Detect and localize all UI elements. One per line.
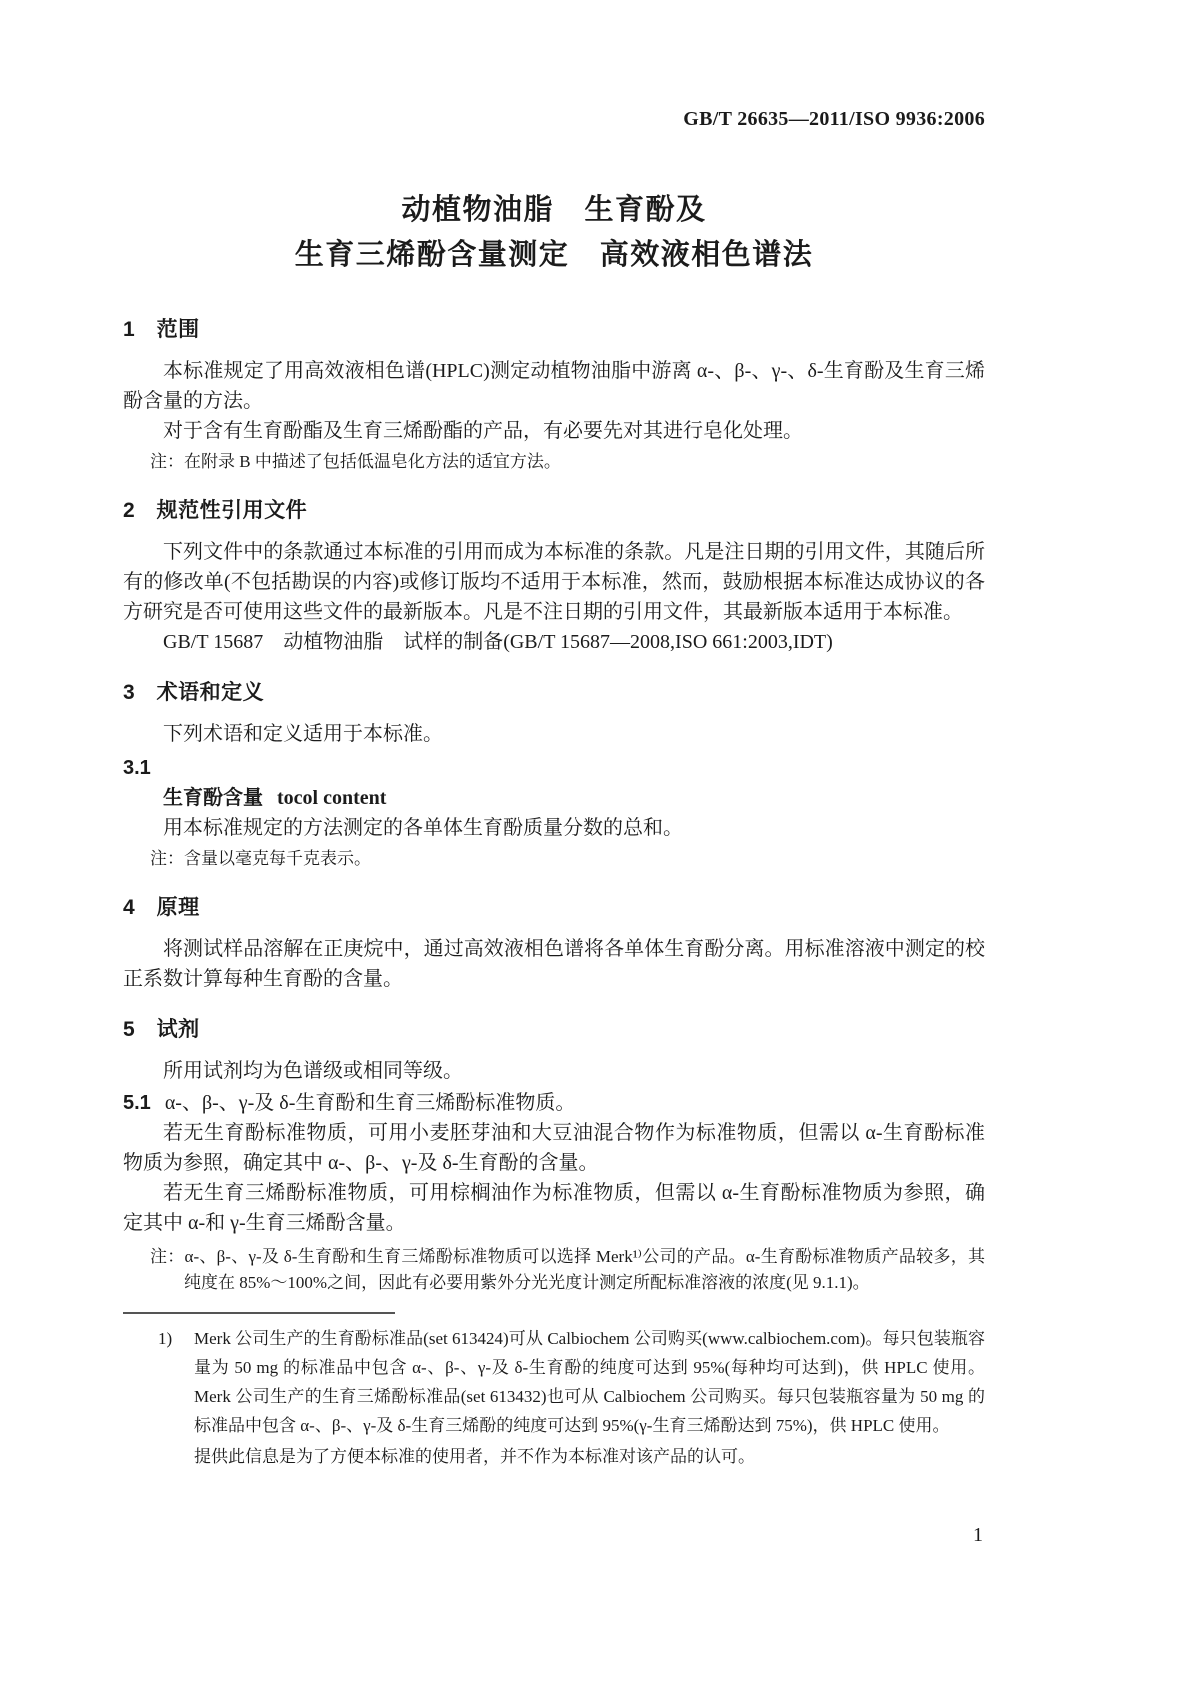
section-terms-definitions — [123, 679, 985, 872]
note-text: 注：在附录 B 中描述了包括低温皂化方法的适宜方法。 — [150, 452, 561, 471]
term-entry — [123, 783, 985, 813]
footnote-divider — [123, 1312, 395, 1314]
paragraph: 对于含有生育酚酯及生育三烯酚酯的产品，有必要先对其进行皂化处理。 — [163, 420, 803, 442]
document-title — [123, 188, 985, 278]
paragraph: 将测试样品溶解在正庚烷中，通过高效液相色谱将各单体生育酚分离。用标准溶液中测定的校正系数计算每种生育酚的含量。 — [123, 938, 985, 990]
footnote-text: Merk 公司生产的生育酚标准品(set 613424)可从 Calbiochem 公司购买(www.calbiochem.com)。每只包装瓶容量为 50 mg 的标准品中包含 α-、β-、γ-及 δ-生育酚的纯度可达到 95%(每种均可达到)，供 HPLC 使用。Merk 公司生产的生育三烯酚标准品(set 613432)也可从 Calbiochem 公司购买。每只包装瓶容量为 50 mg 的标准品中包含 α-、β-、γ-及 δ-生育三烯酚的纯度可达到 95%(γ-生育三烯酚达到 75%)，供 HPLC 使用。 — [194, 1329, 985, 1435]
footnote — [158, 1324, 985, 1471]
section-3-heading: 3 术语和定义 — [123, 681, 265, 704]
footnote-disclaimer: 提供此信息是为了方便本标准的使用者，并不作为本标准对该产品的认可。 — [194, 1447, 755, 1466]
footnote-marker: 1) — [158, 1329, 173, 1348]
clause-text: α-、β-、γ-及 δ-生育酚和生育三烯酚标准物质。 — [164, 1092, 576, 1114]
paragraph: 若无生育三烯酚标准物质，可用棕榈油作为标准物质，但需以 α-生育酚标准物质为参照，确定其中 α-和 γ-生育三烯酚含量。 — [123, 1182, 985, 1234]
section-scope — [123, 316, 985, 475]
section-normative-references — [123, 497, 985, 657]
section-principle — [123, 894, 985, 994]
clause-number: 5.1 — [123, 1092, 151, 1114]
paragraph: 所用试剂均为色谱级或相同等级。 — [163, 1060, 463, 1082]
term-english: tocol content — [277, 787, 387, 809]
reference-entry: GB/T 15687 动植物油脂 试样的制备(GB/T 15687—2008,ISO 661:2003,IDT) — [163, 631, 833, 653]
footnote-item — [158, 1324, 985, 1440]
section-5-heading: 5 试剂 — [123, 1018, 200, 1041]
paragraph: 下列文件中的条款通过本标准的引用而成为本标准的条款。凡是注日期的引用文件，其随后所有的修改单(不包括勘误的内容)或修订版均不适用于本标准，然而，鼓励根据本标准达成协议的各方研究是否可使用这些文件的最新版本。凡是不注日期的引用文件，其最新版本适用于本标准。 — [123, 541, 985, 623]
title-line-2: 生育三烯酚含量测定 高效液相色谱法 — [294, 239, 814, 271]
paragraph: 若无生育酚标准物质，可用小麦胚芽油和大豆油混合物作为标准物质，但需以 α-生育酚标准物质为参照，确定其中 α-、β-、γ-及 δ-生育酚的含量。 — [123, 1122, 985, 1174]
section-4-heading: 4 原理 — [123, 896, 200, 919]
clause-number: 3.1 — [123, 757, 151, 779]
footnote-area — [123, 1312, 985, 1471]
note-text: 注：α-、β-、γ-及 δ-生育酚和生育三烯酚标准物质可以选择 Merk¹⁾公司的产品。α-生育酚标准物质产品较多，其纯度在 85%～100%之间，因此有必要用紫外分光光度计测定所配标准溶液的浓度(见 9.1.1)。 — [150, 1247, 985, 1292]
title-line-1: 动植物油脂 生育酚及 — [401, 194, 707, 226]
paragraph: 本标准规定了用高效液相色谱(HPLC)测定动植物油脂中游离 α-、β-、γ-、δ-生育酚及生育三烯酚含量的方法。 — [123, 360, 985, 412]
section-reagents — [123, 1016, 985, 1296]
standard-number: GB/T 26635—2011/ISO 9936:2006 — [683, 108, 985, 130]
term-definition: 用本标准规定的方法测定的各单体生育酚质量分数的总和。 — [163, 817, 683, 839]
paragraph: 下列术语和定义适用于本标准。 — [163, 723, 443, 745]
clause-5-1 — [123, 1088, 985, 1118]
page-number: 1 — [973, 1524, 983, 1546]
note-text: 注：含量以毫克每千克表示。 — [150, 849, 371, 868]
section-1-heading: 1 范围 — [123, 318, 200, 341]
section-2-heading: 2 规范性引用文件 — [123, 499, 308, 522]
term-chinese: 生育酚含量 — [163, 787, 263, 809]
